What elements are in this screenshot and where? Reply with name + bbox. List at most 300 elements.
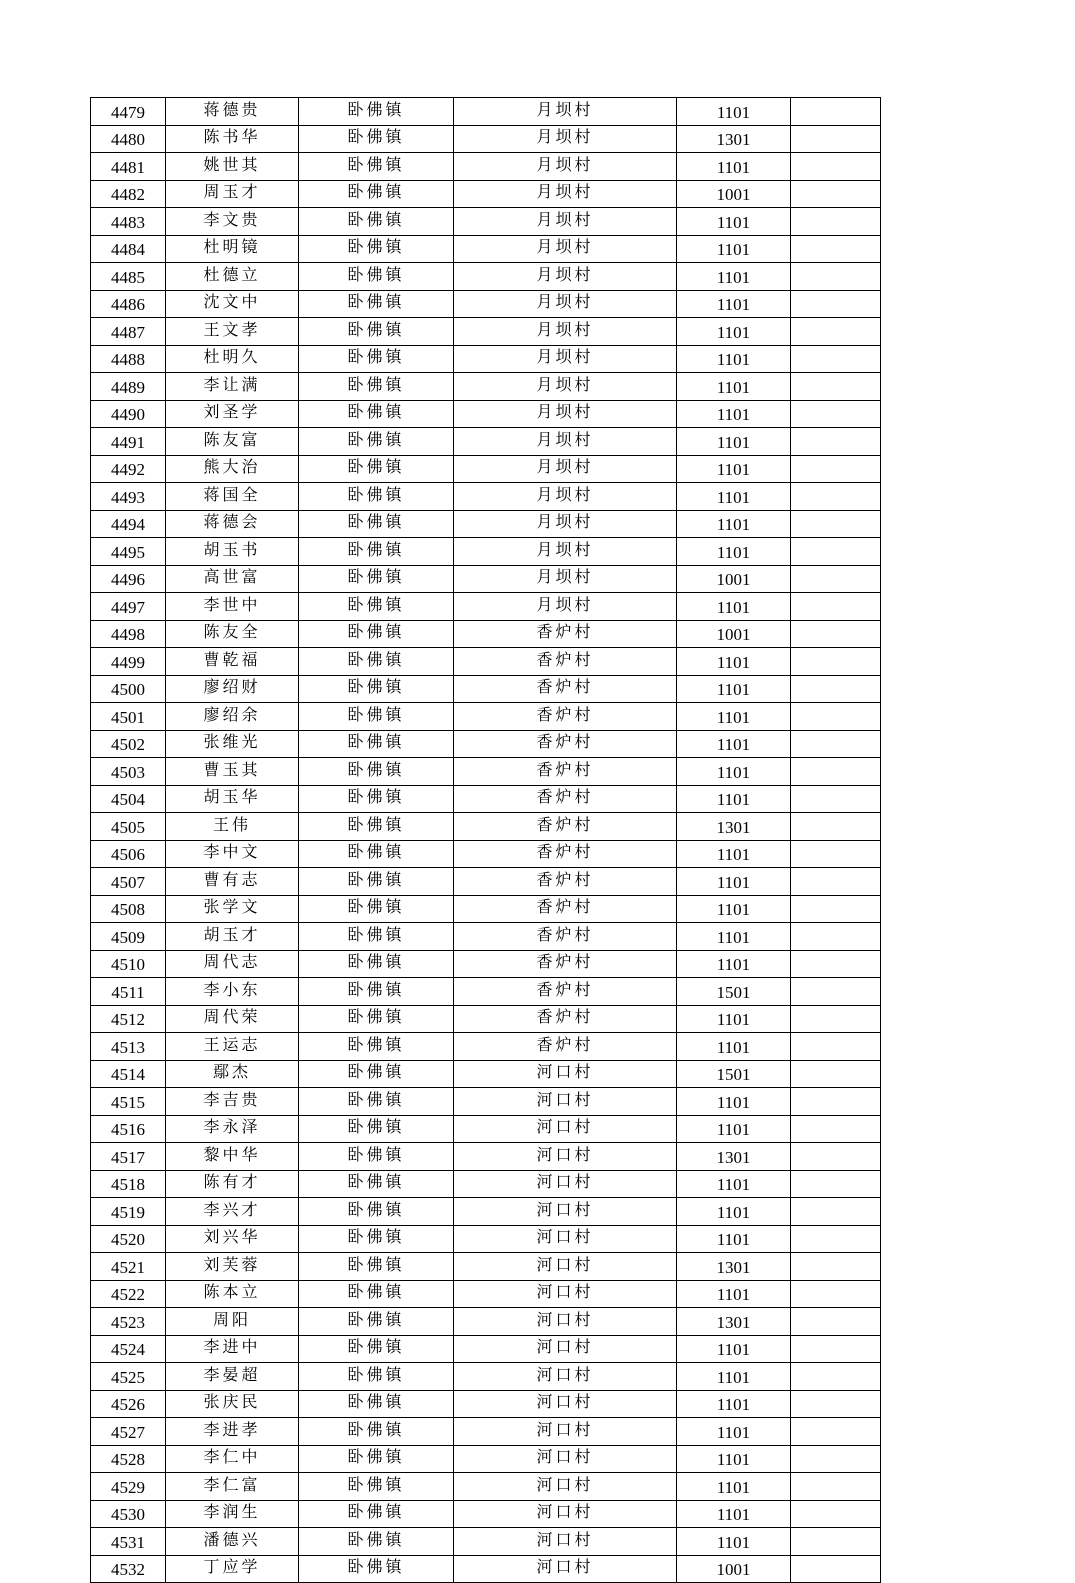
- table-row: [91, 483, 881, 511]
- town-cell: 卧佛镇: [299, 290, 454, 318]
- remark-cell: [791, 620, 881, 648]
- town-cell: 卧佛镇: [299, 703, 454, 731]
- village-cell: 香炉村: [454, 950, 677, 978]
- town-cell: 卧佛镇: [299, 758, 454, 786]
- serial-number-cell: 4502: [91, 730, 166, 758]
- code-cell: 1001: [677, 1555, 791, 1583]
- code-cell: 1101: [677, 1198, 791, 1226]
- town-cell: 卧佛镇: [299, 1528, 454, 1556]
- serial-number-cell: 4496: [91, 565, 166, 593]
- remark-cell: [791, 785, 881, 813]
- town-cell: 卧佛镇: [299, 428, 454, 456]
- town-cell: 卧佛镇: [299, 868, 454, 896]
- remark-cell: [791, 758, 881, 786]
- village-cell: 香炉村: [454, 730, 677, 758]
- town-cell: 卧佛镇: [299, 373, 454, 401]
- code-cell: 1101: [677, 1280, 791, 1308]
- village-cell: 月坝村: [454, 373, 677, 401]
- serial-number-cell: 4526: [91, 1390, 166, 1418]
- name-cell: 蒋德会: [166, 510, 299, 538]
- code-cell: 1101: [677, 593, 791, 621]
- serial-number-cell: 4490: [91, 400, 166, 428]
- serial-number-cell: 4499: [91, 648, 166, 676]
- code-cell: 1101: [677, 1363, 791, 1391]
- serial-number-cell: 4531: [91, 1528, 166, 1556]
- serial-number-cell: 4497: [91, 593, 166, 621]
- village-cell: 香炉村: [454, 1005, 677, 1033]
- table-row: [91, 1335, 881, 1363]
- town-cell: 卧佛镇: [299, 675, 454, 703]
- name-cell: 胡玉书: [166, 538, 299, 566]
- table-row: [91, 785, 881, 813]
- town-cell: 卧佛镇: [299, 345, 454, 373]
- code-cell: 1101: [677, 538, 791, 566]
- code-cell: 1101: [677, 373, 791, 401]
- town-cell: 卧佛镇: [299, 1033, 454, 1061]
- town-cell: 卧佛镇: [299, 648, 454, 676]
- name-cell: 曹玉其: [166, 758, 299, 786]
- town-cell: 卧佛镇: [299, 620, 454, 648]
- table-body: [91, 98, 881, 1583]
- remark-cell: [791, 373, 881, 401]
- table-row: [91, 1253, 881, 1281]
- name-cell: 李吉贵: [166, 1088, 299, 1116]
- remark-cell: [791, 125, 881, 153]
- town-cell: 卧佛镇: [299, 1335, 454, 1363]
- remark-cell: [791, 730, 881, 758]
- village-cell: 月坝村: [454, 483, 677, 511]
- village-cell: 香炉村: [454, 840, 677, 868]
- town-cell: 卧佛镇: [299, 235, 454, 263]
- table-row: [91, 1225, 881, 1253]
- remark-cell: [791, 813, 881, 841]
- code-cell: 1101: [677, 235, 791, 263]
- name-cell: 陈书华: [166, 125, 299, 153]
- village-cell: 香炉村: [454, 648, 677, 676]
- remark-cell: [791, 1060, 881, 1088]
- name-cell: 周代志: [166, 950, 299, 978]
- table-row: [91, 593, 881, 621]
- table-row: [91, 813, 881, 841]
- town-cell: 卧佛镇: [299, 510, 454, 538]
- town-cell: 卧佛镇: [299, 1088, 454, 1116]
- serial-number-cell: 4521: [91, 1253, 166, 1281]
- code-cell: 1301: [677, 125, 791, 153]
- code-cell: 1101: [677, 785, 791, 813]
- village-cell: 月坝村: [454, 153, 677, 181]
- code-cell: 1101: [677, 455, 791, 483]
- remark-cell: [791, 400, 881, 428]
- village-cell: 河口村: [454, 1390, 677, 1418]
- town-cell: 卧佛镇: [299, 483, 454, 511]
- serial-number-cell: 4479: [91, 98, 166, 126]
- village-cell: 河口村: [454, 1198, 677, 1226]
- table-row: [91, 1308, 881, 1336]
- serial-number-cell: 4525: [91, 1363, 166, 1391]
- code-cell: 1101: [677, 648, 791, 676]
- town-cell: 卧佛镇: [299, 263, 454, 291]
- name-cell: 王文孝: [166, 318, 299, 346]
- code-cell: 1301: [677, 813, 791, 841]
- serial-number-cell: 4514: [91, 1060, 166, 1088]
- remark-cell: [791, 1143, 881, 1171]
- name-cell: 胡玉华: [166, 785, 299, 813]
- remark-cell: [791, 675, 881, 703]
- table-row: [91, 1115, 881, 1143]
- village-cell: 香炉村: [454, 758, 677, 786]
- code-cell: 1101: [677, 1115, 791, 1143]
- table-row: [91, 1198, 881, 1226]
- table-row: [91, 1528, 881, 1556]
- table-row: [91, 1088, 881, 1116]
- village-cell: 香炉村: [454, 1033, 677, 1061]
- serial-number-cell: 4487: [91, 318, 166, 346]
- table-row: [91, 538, 881, 566]
- town-cell: 卧佛镇: [299, 1115, 454, 1143]
- serial-number-cell: 4480: [91, 125, 166, 153]
- town-cell: 卧佛镇: [299, 1418, 454, 1446]
- code-cell: 1101: [677, 1500, 791, 1528]
- village-cell: 河口村: [454, 1418, 677, 1446]
- table-row: [91, 125, 881, 153]
- town-cell: 卧佛镇: [299, 125, 454, 153]
- name-cell: 王伟: [166, 813, 299, 841]
- table-row: [91, 153, 881, 181]
- table-row: [91, 978, 881, 1006]
- serial-number-cell: 4519: [91, 1198, 166, 1226]
- name-cell: 李兴才: [166, 1198, 299, 1226]
- village-cell: 河口村: [454, 1473, 677, 1501]
- village-cell: 香炉村: [454, 868, 677, 896]
- serial-number-cell: 4485: [91, 263, 166, 291]
- remark-cell: [791, 235, 881, 263]
- name-cell: 廖绍余: [166, 703, 299, 731]
- village-cell: 河口村: [454, 1143, 677, 1171]
- serial-number-cell: 4506: [91, 840, 166, 868]
- table-row: [91, 1445, 881, 1473]
- name-cell: 李仁富: [166, 1473, 299, 1501]
- serial-number-cell: 4523: [91, 1308, 166, 1336]
- serial-number-cell: 4524: [91, 1335, 166, 1363]
- code-cell: 1101: [677, 400, 791, 428]
- name-cell: 李润生: [166, 1500, 299, 1528]
- table-row: [91, 455, 881, 483]
- town-cell: 卧佛镇: [299, 455, 454, 483]
- serial-number-cell: 4489: [91, 373, 166, 401]
- town-cell: 卧佛镇: [299, 1308, 454, 1336]
- village-cell: 河口村: [454, 1528, 677, 1556]
- remark-cell: [791, 565, 881, 593]
- serial-number-cell: 4509: [91, 923, 166, 951]
- remark-cell: [791, 1390, 881, 1418]
- serial-number-cell: 4491: [91, 428, 166, 456]
- town-cell: 卧佛镇: [299, 98, 454, 126]
- table-row: [91, 950, 881, 978]
- remark-cell: [791, 1500, 881, 1528]
- serial-number-cell: 4516: [91, 1115, 166, 1143]
- table-row: [91, 1418, 881, 1446]
- town-cell: 卧佛镇: [299, 318, 454, 346]
- name-cell: 陈本立: [166, 1280, 299, 1308]
- remark-cell: [791, 208, 881, 236]
- name-cell: 曹有志: [166, 868, 299, 896]
- table-row: [91, 1060, 881, 1088]
- code-cell: 1101: [677, 703, 791, 731]
- town-cell: 卧佛镇: [299, 923, 454, 951]
- village-cell: 香炉村: [454, 923, 677, 951]
- village-cell: 河口村: [454, 1115, 677, 1143]
- name-cell: 张维光: [166, 730, 299, 758]
- name-cell: 沈文中: [166, 290, 299, 318]
- code-cell: 1101: [677, 98, 791, 126]
- table-row: [91, 648, 881, 676]
- name-cell: 杜德立: [166, 263, 299, 291]
- name-cell: 李世中: [166, 593, 299, 621]
- table-row: [91, 235, 881, 263]
- serial-number-cell: 4532: [91, 1555, 166, 1583]
- serial-number-cell: 4510: [91, 950, 166, 978]
- village-cell: 香炉村: [454, 675, 677, 703]
- town-cell: 卧佛镇: [299, 208, 454, 236]
- town-cell: 卧佛镇: [299, 840, 454, 868]
- village-cell: 月坝村: [454, 510, 677, 538]
- village-cell: 月坝村: [454, 400, 677, 428]
- code-cell: 1001: [677, 565, 791, 593]
- town-cell: 卧佛镇: [299, 1005, 454, 1033]
- table-row: [91, 1033, 881, 1061]
- village-cell: 月坝村: [454, 125, 677, 153]
- code-cell: 1101: [677, 428, 791, 456]
- table-row: [91, 1500, 881, 1528]
- name-cell: 张庆民: [166, 1390, 299, 1418]
- town-cell: 卧佛镇: [299, 950, 454, 978]
- serial-number-cell: 4507: [91, 868, 166, 896]
- remark-cell: [791, 978, 881, 1006]
- remark-cell: [791, 263, 881, 291]
- village-cell: 月坝村: [454, 538, 677, 566]
- name-cell: 鄢杰: [166, 1060, 299, 1088]
- name-cell: 杜明久: [166, 345, 299, 373]
- name-cell: 李晏超: [166, 1363, 299, 1391]
- table-row: [91, 703, 881, 731]
- code-cell: 1101: [677, 1088, 791, 1116]
- serial-number-cell: 4527: [91, 1418, 166, 1446]
- table-row: [91, 868, 881, 896]
- village-cell: 月坝村: [454, 593, 677, 621]
- table-row: [91, 1005, 881, 1033]
- remark-cell: [791, 1088, 881, 1116]
- code-cell: 1501: [677, 978, 791, 1006]
- name-cell: 刘兴华: [166, 1225, 299, 1253]
- table-row: [91, 345, 881, 373]
- village-cell: 月坝村: [454, 428, 677, 456]
- name-cell: 潘德兴: [166, 1528, 299, 1556]
- table-row: [91, 840, 881, 868]
- serial-number-cell: 4508: [91, 895, 166, 923]
- town-cell: 卧佛镇: [299, 1225, 454, 1253]
- code-cell: 1001: [677, 180, 791, 208]
- name-cell: 高世富: [166, 565, 299, 593]
- town-cell: 卧佛镇: [299, 1473, 454, 1501]
- table-row: [91, 263, 881, 291]
- serial-number-cell: 4515: [91, 1088, 166, 1116]
- name-cell: 曹乾福: [166, 648, 299, 676]
- code-cell: 1101: [677, 1445, 791, 1473]
- name-cell: 刘芙蓉: [166, 1253, 299, 1281]
- table-row: [91, 1280, 881, 1308]
- remark-cell: [791, 1170, 881, 1198]
- town-cell: 卧佛镇: [299, 565, 454, 593]
- code-cell: 1101: [677, 1005, 791, 1033]
- serial-number-cell: 4501: [91, 703, 166, 731]
- village-cell: 河口村: [454, 1363, 677, 1391]
- village-cell: 河口村: [454, 1335, 677, 1363]
- code-cell: 1101: [677, 1473, 791, 1501]
- serial-number-cell: 4488: [91, 345, 166, 373]
- town-cell: 卧佛镇: [299, 538, 454, 566]
- table-row: [91, 1555, 881, 1583]
- name-cell: 李小东: [166, 978, 299, 1006]
- remark-cell: [791, 648, 881, 676]
- table-row: [91, 1143, 881, 1171]
- serial-number-cell: 4484: [91, 235, 166, 263]
- code-cell: 1101: [677, 1170, 791, 1198]
- town-cell: 卧佛镇: [299, 978, 454, 1006]
- name-cell: 张学文: [166, 895, 299, 923]
- code-cell: 1101: [677, 868, 791, 896]
- code-cell: 1501: [677, 1060, 791, 1088]
- village-cell: 河口村: [454, 1253, 677, 1281]
- remark-cell: [791, 290, 881, 318]
- name-cell: 杜明镜: [166, 235, 299, 263]
- remark-cell: [791, 1033, 881, 1061]
- table-row: [91, 208, 881, 236]
- code-cell: 1101: [677, 840, 791, 868]
- town-cell: 卧佛镇: [299, 153, 454, 181]
- village-cell: 月坝村: [454, 290, 677, 318]
- serial-number-cell: 4493: [91, 483, 166, 511]
- town-cell: 卧佛镇: [299, 1143, 454, 1171]
- table-row: [91, 400, 881, 428]
- town-cell: 卧佛镇: [299, 1170, 454, 1198]
- village-cell: 香炉村: [454, 895, 677, 923]
- table-row: [91, 318, 881, 346]
- name-cell: 蒋国全: [166, 483, 299, 511]
- serial-number-cell: 4518: [91, 1170, 166, 1198]
- serial-number-cell: 4511: [91, 978, 166, 1006]
- name-cell: 李进孝: [166, 1418, 299, 1446]
- town-cell: 卧佛镇: [299, 1390, 454, 1418]
- code-cell: 1101: [677, 263, 791, 291]
- name-cell: 熊大治: [166, 455, 299, 483]
- remark-cell: [791, 1225, 881, 1253]
- name-cell: 陈友富: [166, 428, 299, 456]
- serial-number-cell: 4500: [91, 675, 166, 703]
- village-cell: 香炉村: [454, 703, 677, 731]
- village-cell: 月坝村: [454, 208, 677, 236]
- town-cell: 卧佛镇: [299, 813, 454, 841]
- village-cell: 河口村: [454, 1225, 677, 1253]
- serial-number-cell: 4483: [91, 208, 166, 236]
- remark-cell: [791, 318, 881, 346]
- town-cell: 卧佛镇: [299, 593, 454, 621]
- name-cell: 廖绍财: [166, 675, 299, 703]
- name-cell: 刘圣学: [166, 400, 299, 428]
- remark-cell: [791, 428, 881, 456]
- serial-number-cell: 4486: [91, 290, 166, 318]
- serial-number-cell: 4492: [91, 455, 166, 483]
- code-cell: 1101: [677, 1225, 791, 1253]
- village-cell: 月坝村: [454, 235, 677, 263]
- name-cell: 陈有才: [166, 1170, 299, 1198]
- serial-number-cell: 4517: [91, 1143, 166, 1171]
- remark-cell: [791, 1253, 881, 1281]
- village-cell: 河口村: [454, 1500, 677, 1528]
- table-row: [91, 290, 881, 318]
- village-cell: 月坝村: [454, 180, 677, 208]
- code-cell: 1101: [677, 290, 791, 318]
- code-cell: 1301: [677, 1308, 791, 1336]
- remark-cell: [791, 1418, 881, 1446]
- serial-number-cell: 4504: [91, 785, 166, 813]
- code-cell: 1101: [677, 1528, 791, 1556]
- remark-cell: [791, 840, 881, 868]
- remark-cell: [791, 593, 881, 621]
- village-cell: 河口村: [454, 1555, 677, 1583]
- code-cell: 1101: [677, 1033, 791, 1061]
- table-row: [91, 373, 881, 401]
- remark-cell: [791, 1445, 881, 1473]
- name-cell: 周阳: [166, 1308, 299, 1336]
- serial-number-cell: 4522: [91, 1280, 166, 1308]
- town-cell: 卧佛镇: [299, 1363, 454, 1391]
- name-cell: 陈友全: [166, 620, 299, 648]
- table-row: [91, 1390, 881, 1418]
- village-cell: 月坝村: [454, 565, 677, 593]
- town-cell: 卧佛镇: [299, 1280, 454, 1308]
- town-cell: 卧佛镇: [299, 785, 454, 813]
- town-cell: 卧佛镇: [299, 895, 454, 923]
- town-cell: 卧佛镇: [299, 180, 454, 208]
- table-row: [91, 428, 881, 456]
- town-cell: 卧佛镇: [299, 1445, 454, 1473]
- serial-number-cell: 4503: [91, 758, 166, 786]
- table-row: [91, 98, 881, 126]
- table-row: [91, 895, 881, 923]
- table-row: [91, 730, 881, 758]
- remark-cell: [791, 455, 881, 483]
- town-cell: 卧佛镇: [299, 1555, 454, 1583]
- village-cell: 河口村: [454, 1170, 677, 1198]
- serial-number-cell: 4530: [91, 1500, 166, 1528]
- table-row: [91, 923, 881, 951]
- village-cell: 河口村: [454, 1060, 677, 1088]
- code-cell: 1101: [677, 483, 791, 511]
- name-cell: 李中文: [166, 840, 299, 868]
- remark-cell: [791, 1115, 881, 1143]
- code-cell: 1101: [677, 758, 791, 786]
- serial-number-cell: 4494: [91, 510, 166, 538]
- name-cell: 胡玉才: [166, 923, 299, 951]
- remark-cell: [791, 1280, 881, 1308]
- serial-number-cell: 4482: [91, 180, 166, 208]
- code-cell: 1101: [677, 345, 791, 373]
- name-cell: 李进中: [166, 1335, 299, 1363]
- serial-number-cell: 4481: [91, 153, 166, 181]
- remark-cell: [791, 1005, 881, 1033]
- serial-number-cell: 4513: [91, 1033, 166, 1061]
- village-cell: 月坝村: [454, 318, 677, 346]
